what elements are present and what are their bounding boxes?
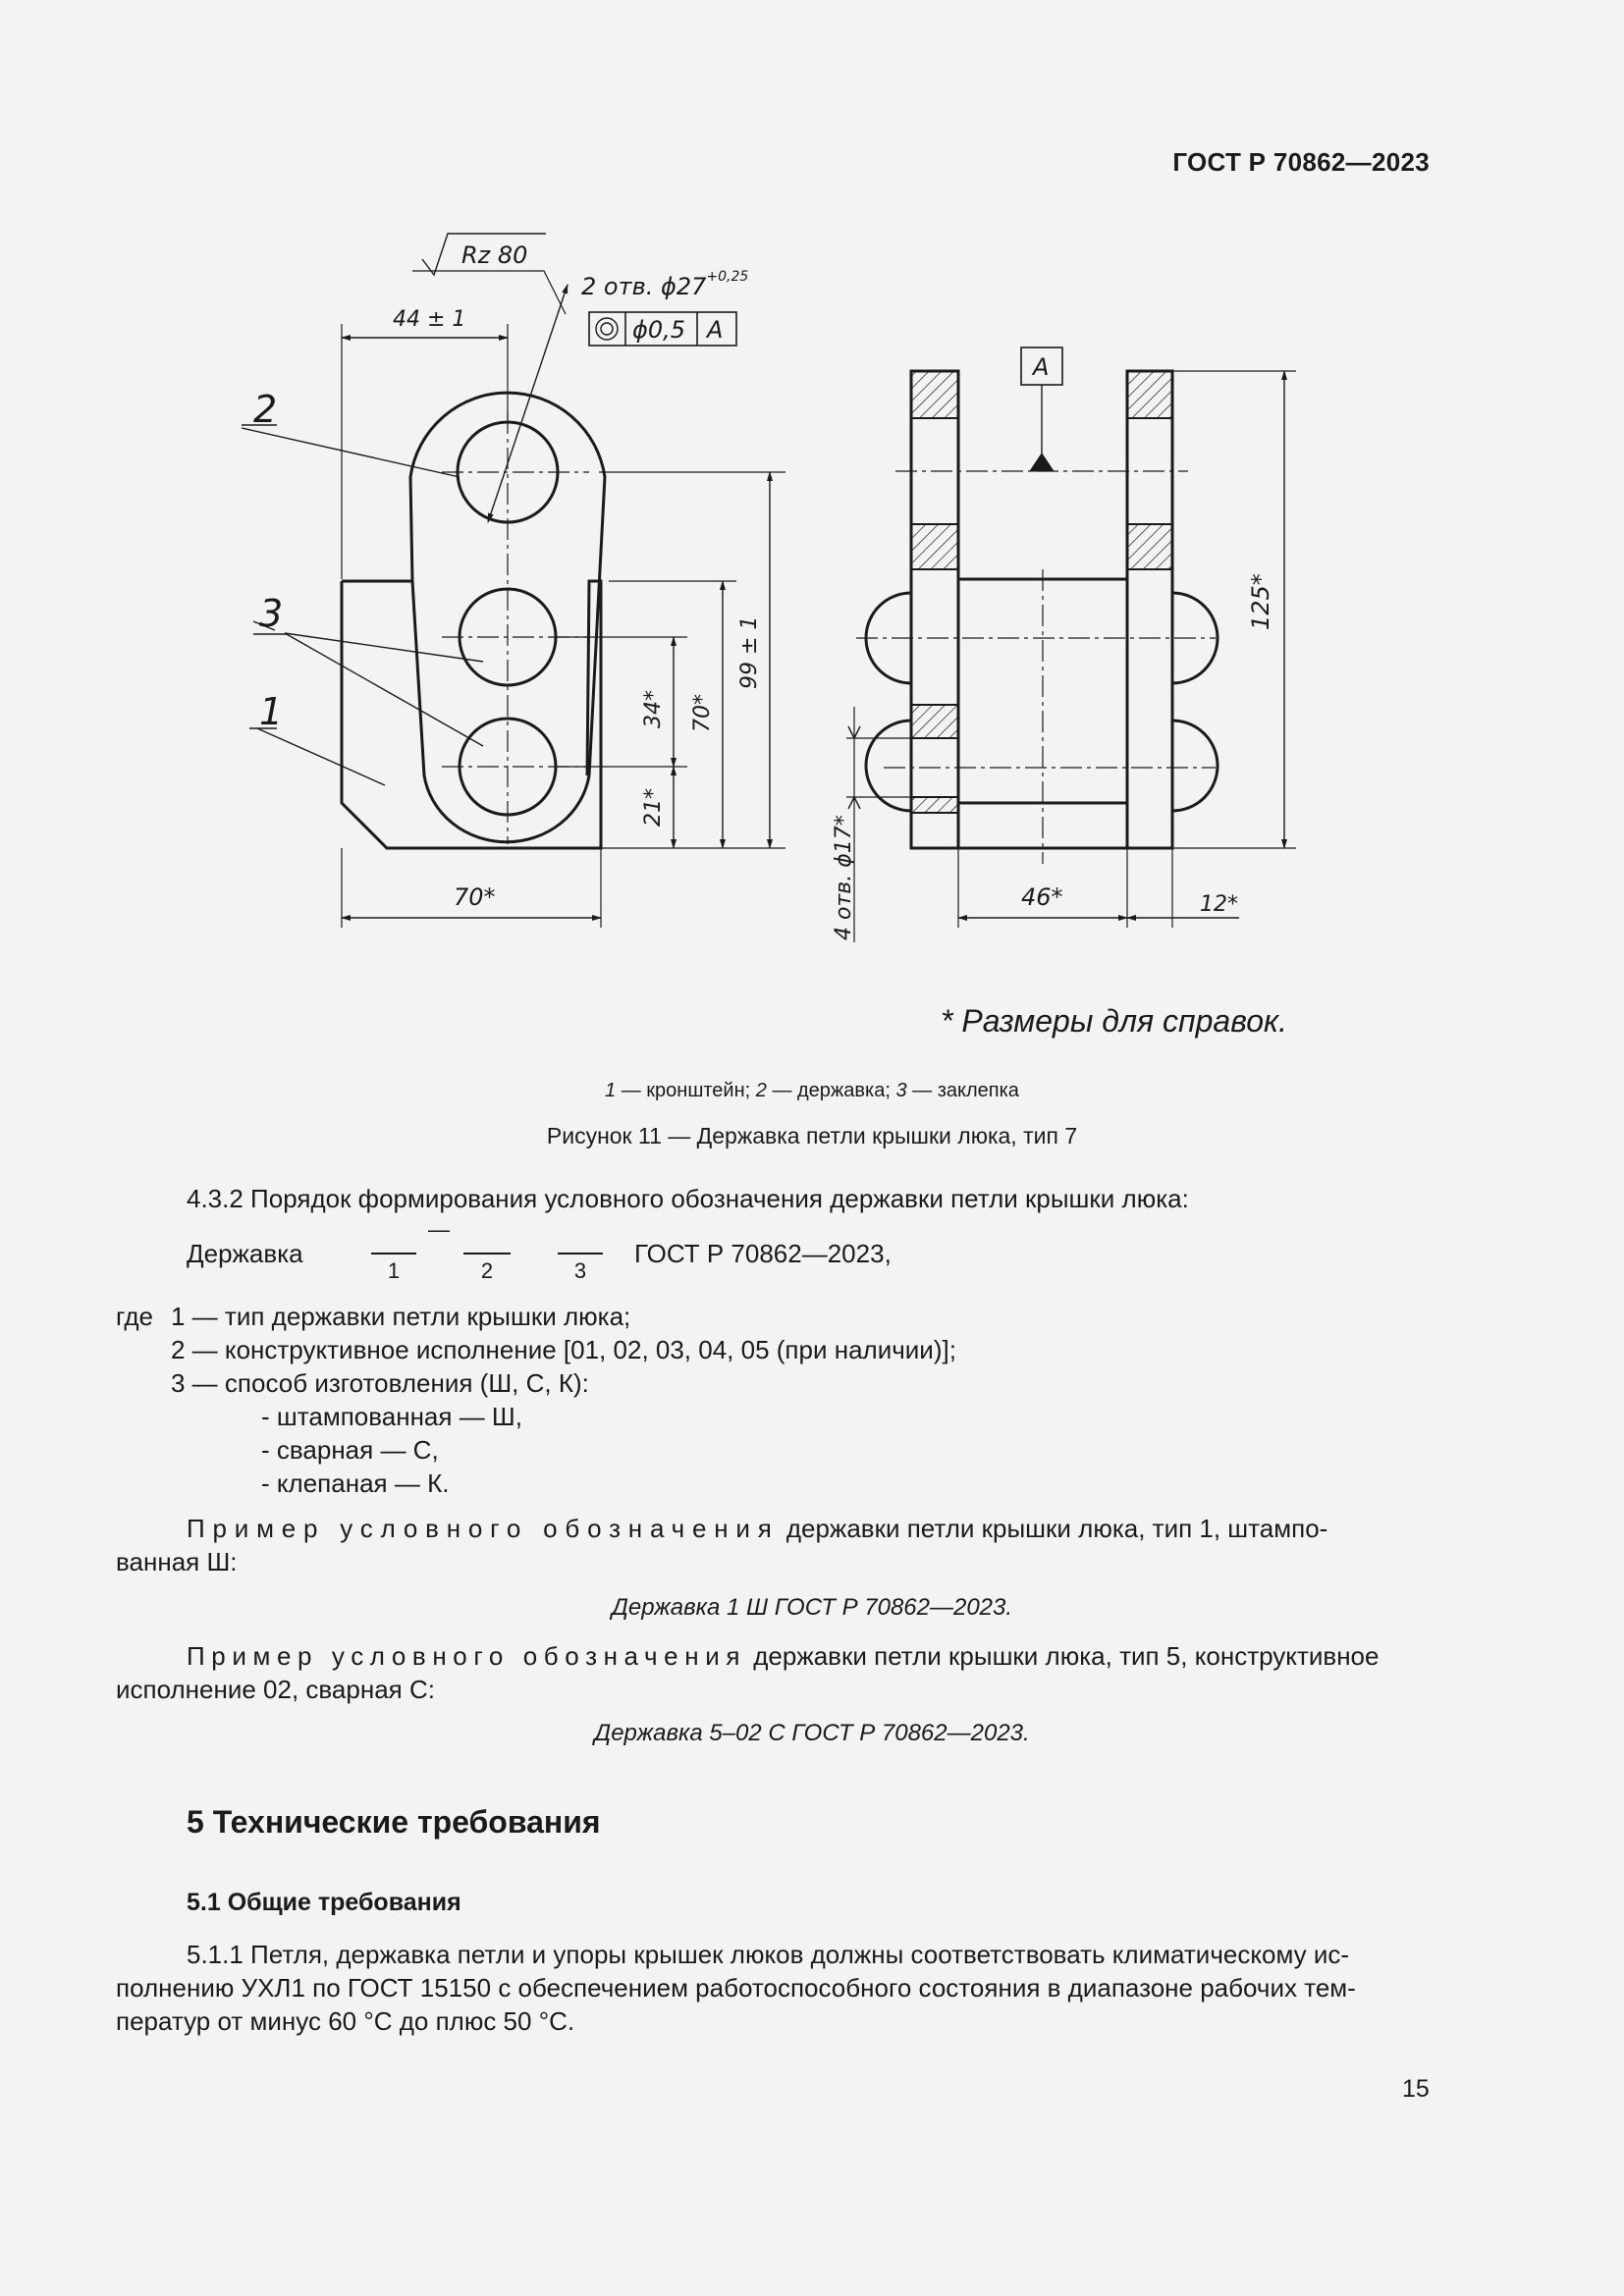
callout-1: 1	[259, 690, 284, 733]
dim-70-bottom-text: 70*	[454, 883, 496, 911]
example-2-value: Державка 5–02 С ГОСТ Р 70862—2023.	[594, 1720, 1030, 1746]
dim-70-vert-text: 70*	[690, 694, 715, 732]
rivet-right-bottom	[1172, 721, 1218, 811]
example-1-value: Державка 1 Ш ГОСТ Р 70862—2023.	[611, 1594, 1013, 1621]
item-3: 3 — способ изготовления (Ш, С, К):	[171, 1368, 589, 1398]
slot-1-label: 1	[387, 1258, 401, 1283]
designation-dash: —	[428, 1217, 450, 1242]
item-1: 1 — тип державки петли крышки люка;	[171, 1302, 631, 1331]
figure-caption: Рисунок 11 — Державка петли крышки люка, тип 7	[546, 1123, 1078, 1148]
legend-num-3: 3	[895, 1080, 907, 1101]
dim-44-text: 44 ± 1	[393, 307, 466, 332]
example-2-text: державки петли крышки люка, тип 5, конструктивное	[746, 1641, 1380, 1671]
legend-num-2: 2	[755, 1080, 767, 1101]
subitem-2: - сварная — С,	[261, 1435, 439, 1465]
paragraph-5-1-1-line-3: ператур от минус 60 °С до плюс 50 °С.	[116, 2006, 575, 2036]
example-2-line-2: исполнение 02, сварная С:	[116, 1675, 435, 1704]
example-2-line-1	[187, 1639, 1379, 1674]
section-5-1-title: 5.1 Общие требования	[187, 1889, 461, 1916]
dim-21-text: 21*	[641, 788, 666, 827]
where-label: где	[116, 1302, 153, 1331]
designation-slot-3	[558, 1253, 603, 1284]
example-1-line-2: ванная Ш:	[116, 1547, 238, 1576]
legend-text-3: — заклепка	[906, 1080, 1019, 1101]
dim-34-text: 34*	[641, 690, 666, 728]
designation-slot-2	[463, 1253, 511, 1284]
side-view	[846, 347, 1296, 942]
technical-drawing	[0, 0, 1624, 982]
paragraph-5-1-1-line-2: полнению УХЛ1 по ГОСТ 15150 с обеспечением работоспособного состояния в диапазоне рабочих тем-	[116, 1973, 1356, 2002]
legend-text-2: — державка;	[766, 1080, 896, 1101]
example-2-label: Пример условного обозначения	[187, 1641, 747, 1671]
slot-2-label: 2	[480, 1258, 494, 1283]
example-1-text: державки петли крышки люка, тип 1, штампо-	[779, 1514, 1328, 1543]
section-4-3-2-intro: 4.3.2 Порядок формирования условного обозначения державки петли крышки люка:	[187, 1184, 1189, 1213]
front-view	[242, 234, 785, 928]
paragraph-5-1-1-line-1: 5.1.1 Петля, державка петли и упоры крышек люков должны соответствовать климатическому ис-	[187, 1940, 1350, 1969]
dim-46-text: 46*	[1021, 883, 1063, 911]
slot-3-label: 3	[573, 1258, 587, 1283]
designation-standard: ГОСТ Р 70862—2023,	[634, 1239, 892, 1268]
section-5-title: 5 Технические требования	[187, 1804, 601, 1840]
datum-ref-text: A	[707, 316, 724, 344]
holes-text: 2 отв. $\phi 27^{+0,25}$	[581, 269, 749, 300]
document-code: ГОСТ Р 70862—2023	[1172, 147, 1430, 177]
designation-slot-1	[371, 1253, 416, 1284]
concentricity-tol-text: ϕ0,5	[632, 316, 685, 344]
example-1-label: Пример условного обозначения	[187, 1514, 780, 1543]
legend-text-1: — кронштейн;	[616, 1080, 756, 1101]
example-1-line-1	[187, 1512, 1430, 1546]
designation-word: Державка	[187, 1239, 303, 1268]
dim-125-text: 125*	[1247, 573, 1274, 630]
bracket-outline	[342, 581, 601, 848]
callout-2: 2	[253, 388, 278, 431]
item-2: 2 — конструктивное исполнение [01, 02, 03, 04, 05 (при наличии)];	[171, 1335, 956, 1364]
datum-flag-text: A	[1033, 353, 1050, 381]
right-flange	[1127, 371, 1172, 848]
dim-4-holes-text: 4 отв. ϕ17*	[832, 815, 856, 940]
dim-12-text: 12*	[1200, 892, 1238, 917]
callout-3: 3	[259, 592, 284, 635]
left-flange	[911, 371, 958, 848]
dim-99-text: 99 ± 1	[737, 615, 762, 689]
reference-note: * Размеры для справок.	[941, 1003, 1287, 1039]
figure-legend	[0, 1080, 1624, 1102]
page-number: 15	[1402, 2075, 1430, 2103]
legend-num-1: 1	[605, 1080, 617, 1101]
roughness-text: Rz 80	[461, 241, 528, 269]
subitem-3: - клепаная — К.	[261, 1468, 450, 1498]
subitem-1: - штампованная — Ш,	[261, 1402, 522, 1431]
